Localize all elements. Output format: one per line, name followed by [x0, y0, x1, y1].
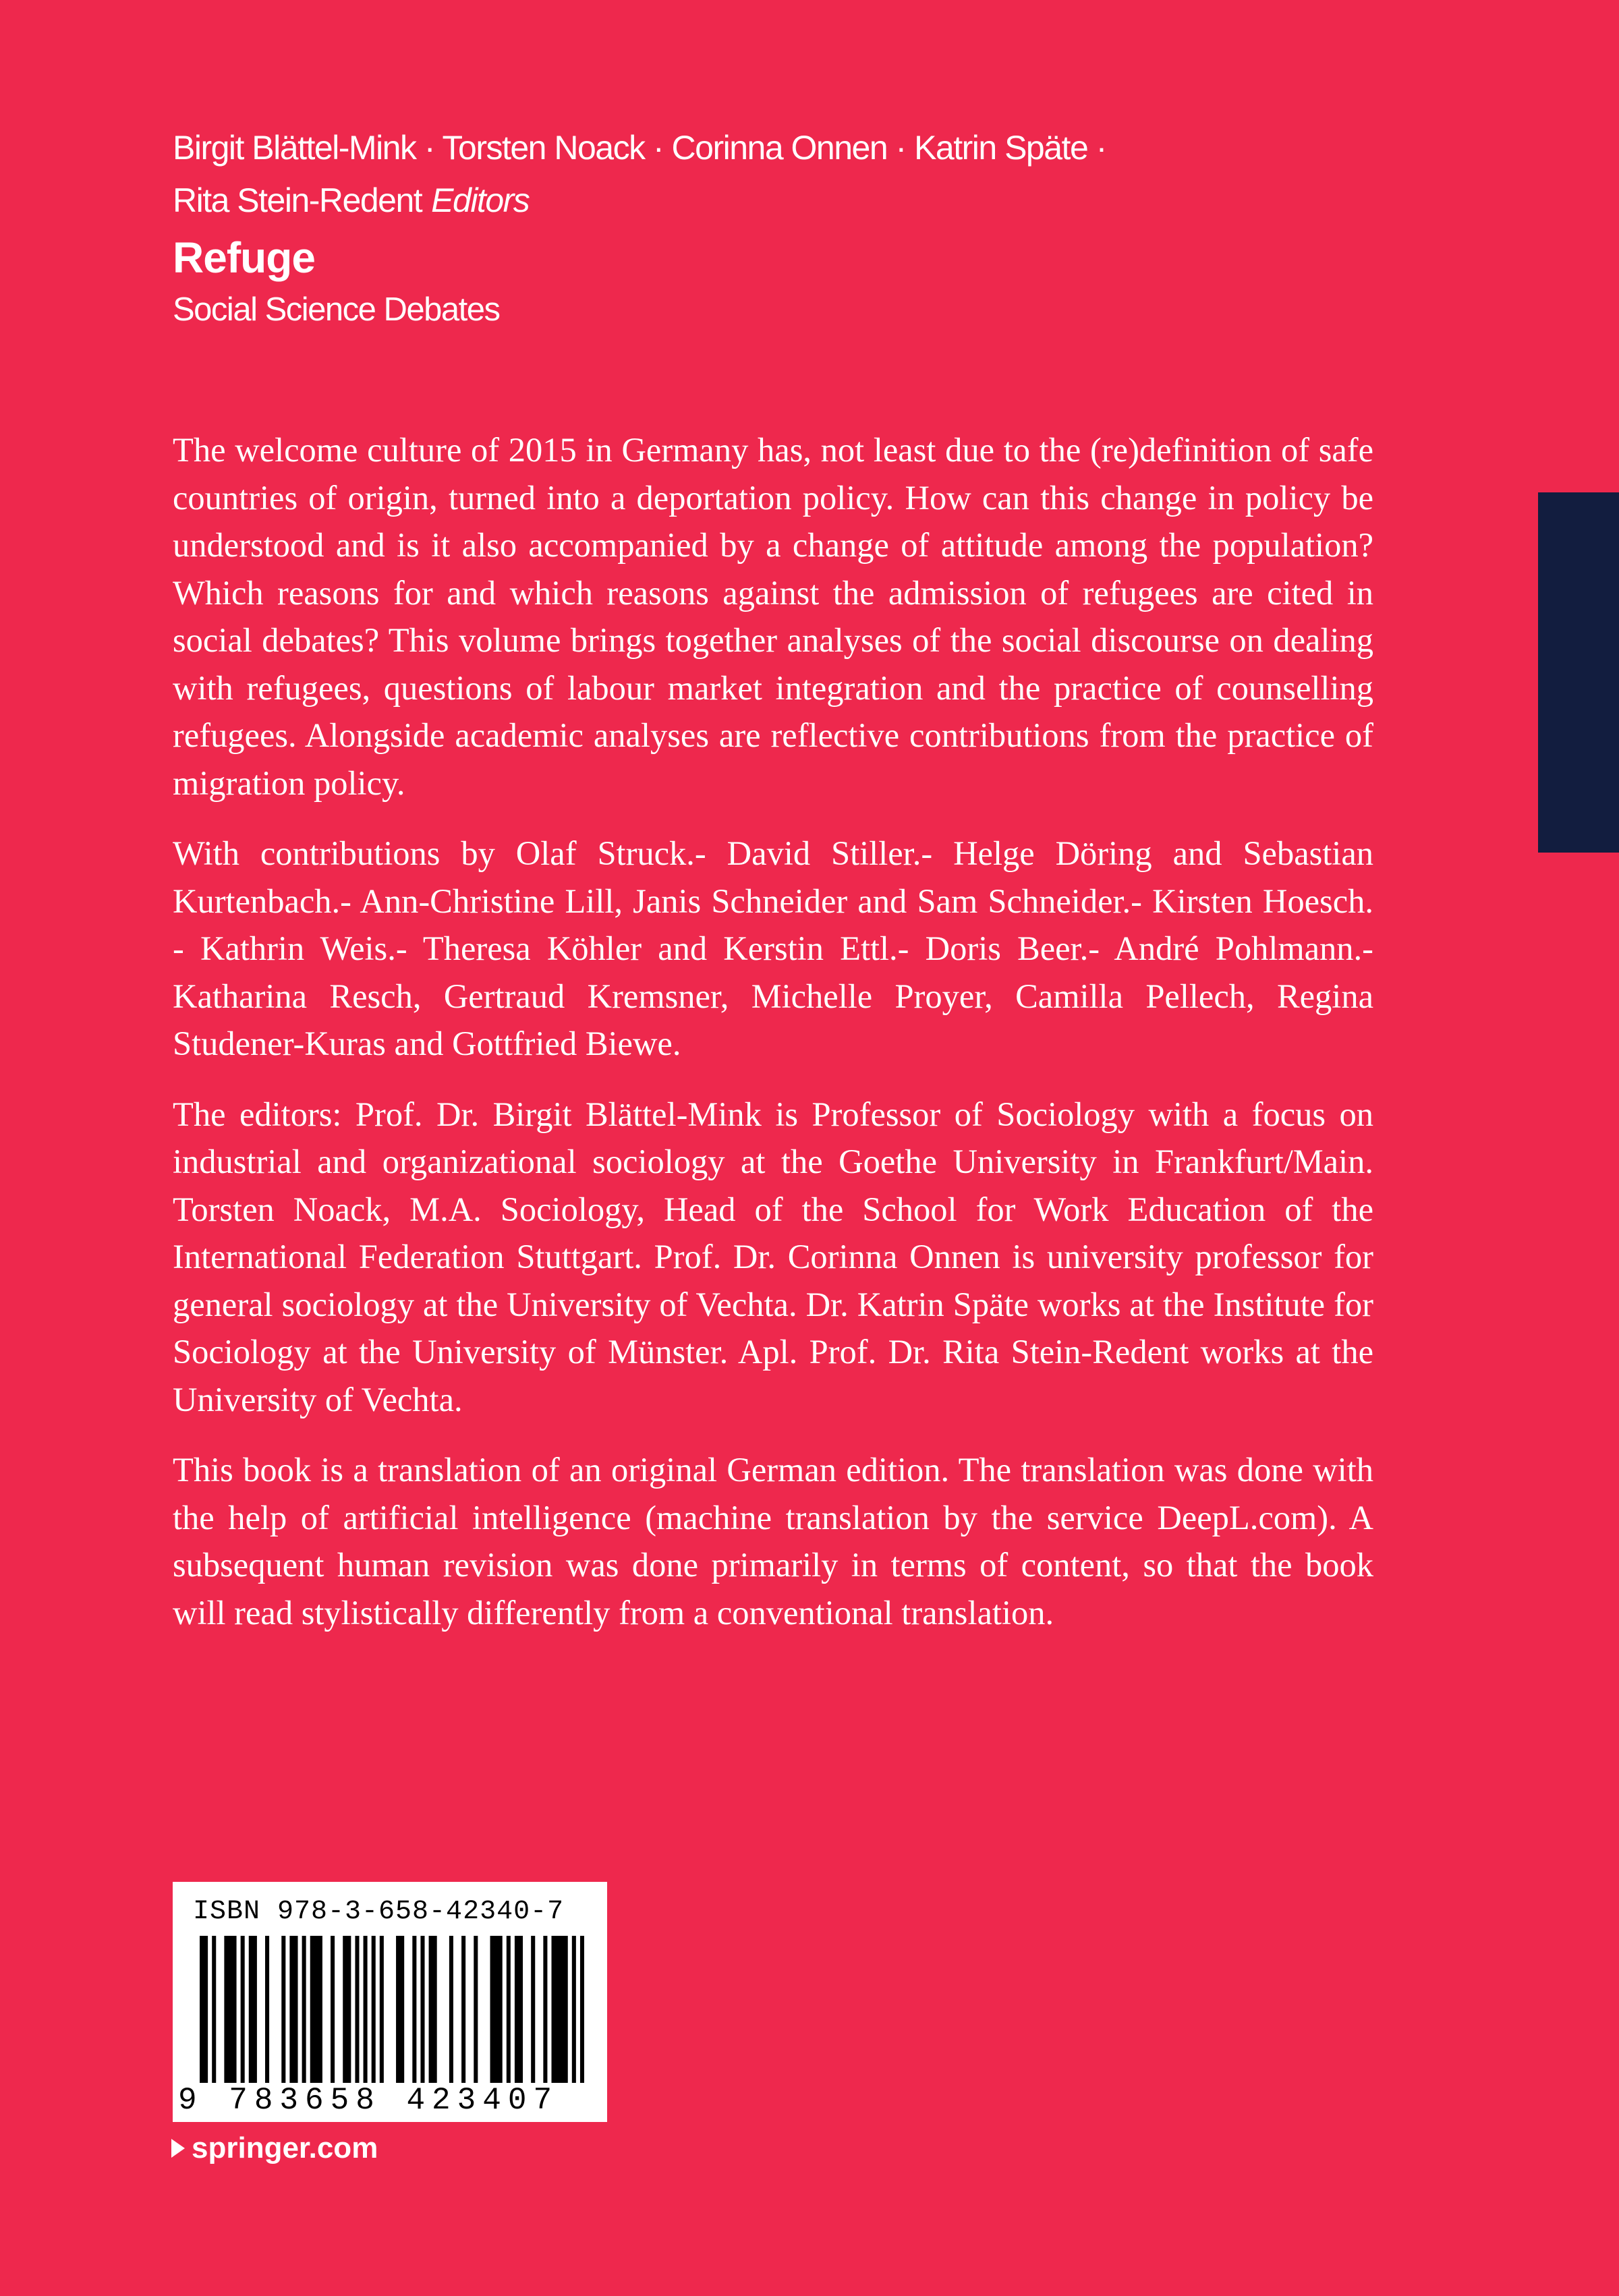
- barcode-bar: [490, 1936, 503, 2083]
- book-title: Refuge: [173, 233, 315, 282]
- blurb-paragraph-editors: The editors: Prof. Dr. Birgit Blättel-Mink is Professor of Sociology with a focus on industrial and organizational sociology at the Goethe University in Frankfurt/Main. Torsten Noack, M.A. Sociology, Head of the School for Work Education of the International Federation Stuttgart. Prof. Dr. Corinna Onnen is university professor for general sociology at the University of Vechta. Dr. Katrin Späte works at the Institute for Sociology at the University of Münster. Apl. Prof. Dr. Rita Stein-Redent works at the University of Vechta.: [173, 1095, 1373, 1418]
- barcode-bar: [281, 1936, 285, 2083]
- isbn-number: ISBN 978-3-658-42340-7: [193, 1897, 565, 1927]
- barcode-bar: [429, 1936, 437, 2083]
- barcode-bar: [331, 1936, 335, 2083]
- publisher-website[interactable]: [171, 2131, 378, 2165]
- barcode-bar: [265, 1936, 269, 2083]
- blurb: [173, 426, 1373, 1659]
- barcode-bar: [551, 1936, 567, 2083]
- barcode-bar: [289, 1936, 297, 2083]
- barcode-bar: [412, 1936, 416, 2083]
- barcode-bar: [200, 1936, 208, 2083]
- barcode-bar: [572, 1936, 576, 2083]
- barcode-bar: [580, 1936, 584, 2083]
- barcode-bar: [461, 1936, 465, 2083]
- blurb-paragraph-translation-note: This book is a translation of an original German edition. The translation was done with the help of artificial intelligence (machine translation by the service DeepL.com). A subsequent human revision was done primarily in terms of content, so that the book will read stylistically differently from a conventional translation.: [173, 1451, 1373, 1632]
- isbn-barcode: [173, 1882, 607, 2122]
- barcode-bar: [302, 1936, 306, 2083]
- book-subtitle: Social Science Debates: [173, 291, 500, 328]
- barcode-bar: [396, 1936, 404, 2083]
- barcode-bar: [449, 1936, 453, 2083]
- spine-color-tab: [1538, 492, 1619, 853]
- barcode-bar: [212, 1936, 216, 2083]
- website-label: springer.com: [192, 2131, 378, 2164]
- barcode-bar: [224, 1936, 236, 2083]
- editors-line-1: Birgit Blättel-Mink · Torsten Noack · Corinna Onnen · Katrin Späte ·: [173, 129, 1106, 167]
- barcode-bar: [355, 1936, 359, 2083]
- barcode-bar: [507, 1936, 511, 2083]
- editors-line-2: [173, 174, 1454, 227]
- barcode-bar: [543, 1936, 547, 2083]
- editors-last-name: Rita Stein-Redent: [173, 181, 422, 219]
- cover-header: [173, 121, 1454, 333]
- barcode-bar: [364, 1936, 368, 2083]
- barcode-bar: [380, 1936, 384, 2083]
- editors-list: [173, 121, 1454, 227]
- barcode-bar: [343, 1936, 351, 2083]
- barcode-bar: [474, 1936, 478, 2083]
- barcode-bar: [241, 1936, 245, 2083]
- editors-role: Editors: [431, 181, 530, 219]
- blurb-paragraph-description: The welcome culture of 2015 in Germany has, not least due to the (re)definition of safe countries of origin, turned into a deportation policy. How can this change in policy be understood and is it also accompanied by a change of attitude among the population? Which reasons for and which reasons against the admission of refugees are cited in social debates? This volume brings together analyses of the social discourse on dealing with refugees, questions of labour market integration and the practice of counselling refugees. Alongside academic analyses are reflective contributions from the practice of migration policy.: [173, 431, 1373, 802]
- blurb-paragraph-contributors: With contributions by Olaf Struck.- David Stiller.- Helge Döring and Sebastian Kurtenbach.- Ann-Christine Lill, Janis Schneider and Sam Schneider.- Kirsten Hoesch. - Kathrin Weis.- Theresa Köhler and Kerstin Ettl.- Doris Beer.- André Pohlmann.- Katharina Resch, Gertraud Kremsner, Michelle Proyer, Camilla Pellech, Regina Studener-Kuras and Gottfried Biewe.: [173, 834, 1373, 1062]
- barcode-bar: [515, 1936, 523, 2083]
- barcode-bar: [531, 1936, 535, 2083]
- arrow-right-icon: [171, 2139, 185, 2158]
- barcode-bars: [200, 1936, 584, 2083]
- barcode-bar: [249, 1936, 257, 2083]
- barcode-digits: 9 783658 423407: [178, 2083, 559, 2118]
- barcode-bar: [372, 1936, 376, 2083]
- barcode-bar: [310, 1936, 322, 2083]
- barcode-bar: [420, 1936, 424, 2083]
